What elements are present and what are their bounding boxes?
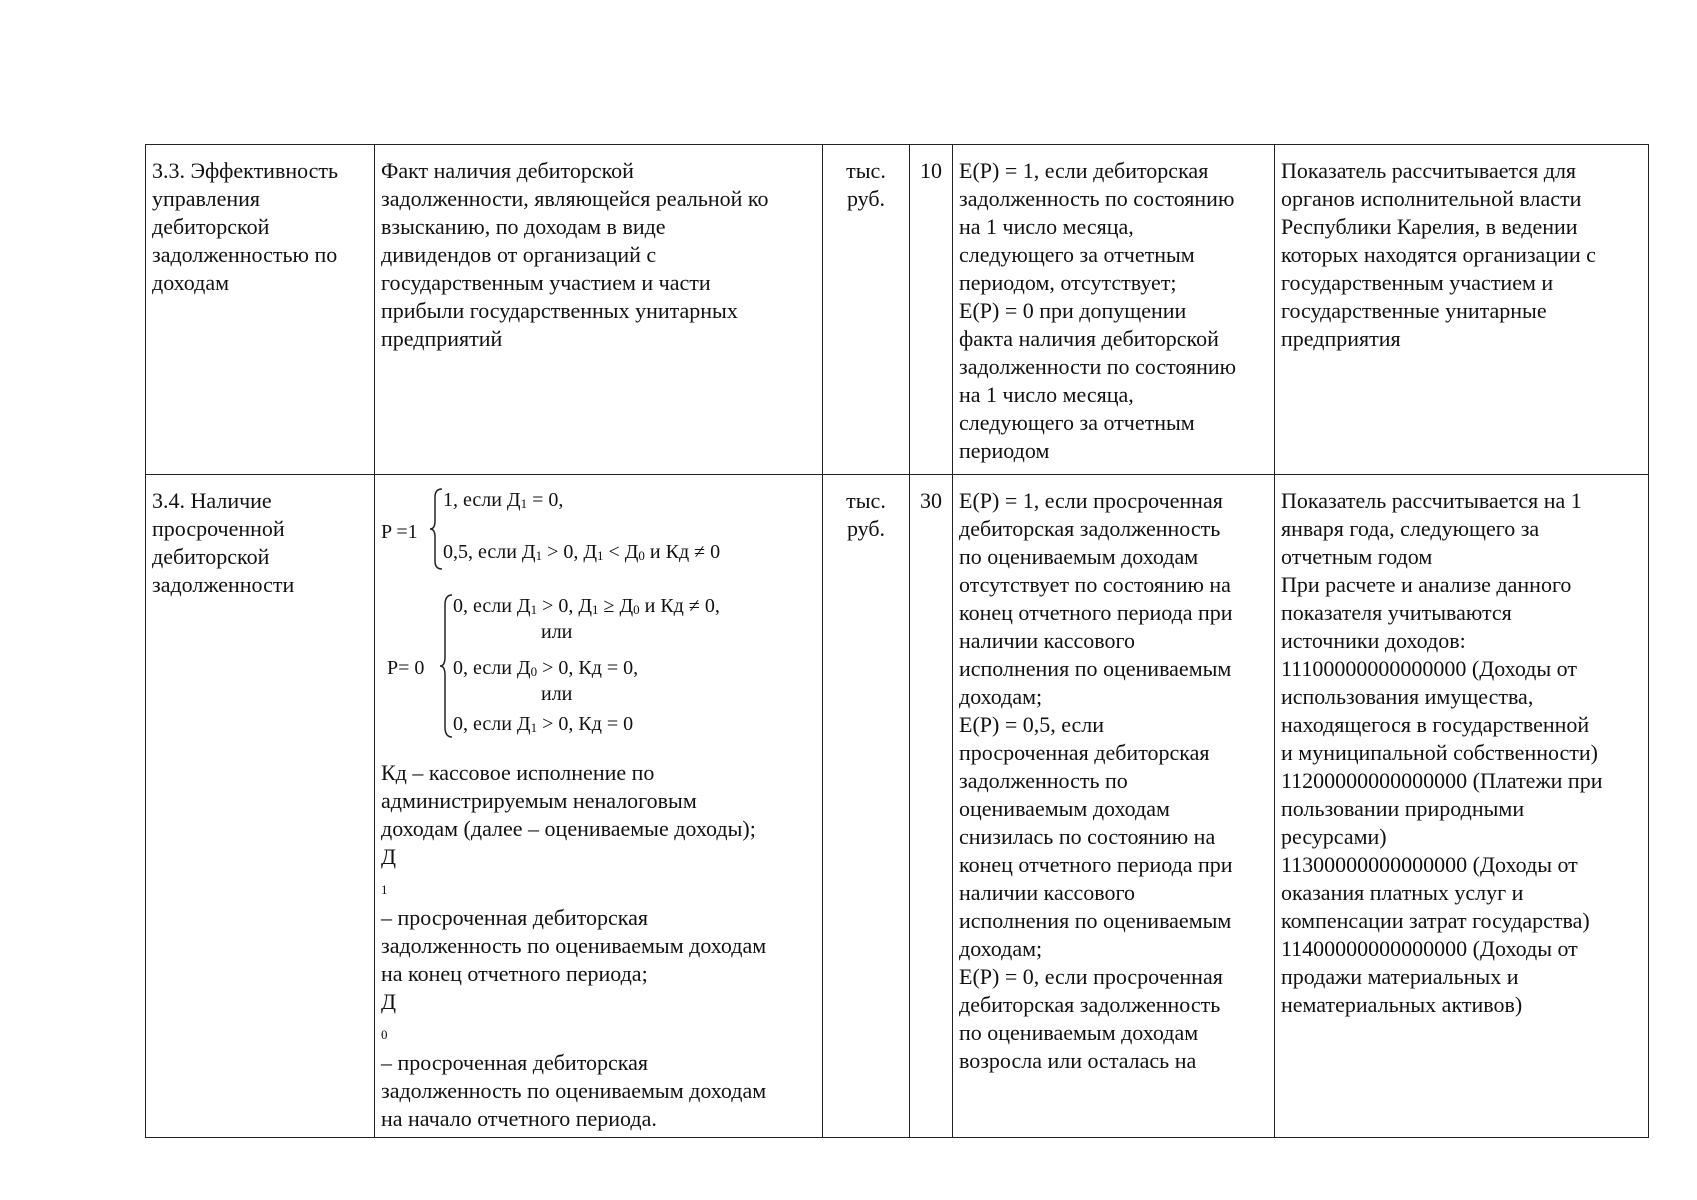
formula-description: Факт наличия дебиторской задолженности, являющейся реальной ко взысканию, по доходам в виде дивидендов от организаций с государственным участием и части прибыли государственных унитарных предприятий — [381, 158, 769, 351]
note-cell — [1275, 475, 1649, 1138]
formula-definitions: Кд – кассовое исполнение по администрируемым неналоговым доходам (далее – оцениваемые доходы); Д $_1$ – просроченная дебиторская задолженность по оцениваемым доходам на конец отчетного периода; Д $_0$ – просроченная дебиторская задолженность по оцениваемым доходам на начало отчетного периода. — [381, 760, 767, 1131]
weight-cell — [910, 145, 953, 475]
formula-case: 0, если $Д_1 > 0$, Кд = 0 — [453, 713, 634, 735]
formula-or: или — [541, 621, 573, 643]
indicator-name-cell — [146, 145, 375, 475]
table-row — [146, 475, 1649, 1138]
note-text: Показатель рассчитывается для органов исполнительной власти Республики Карелия, в ведении которых находятся организации с государственным участием и государственные унитарные предприятия — [1281, 158, 1596, 351]
unit-cell — [823, 145, 910, 475]
formula-cell — [375, 145, 823, 475]
indicator-name: 3.3. Эффективность управления дебиторской задолженностью по доходам — [152, 158, 339, 295]
indicator-name-cell — [146, 475, 375, 1138]
unit: тыс. руб. — [846, 488, 886, 541]
indicators-table — [145, 144, 1649, 1138]
formula-case: 0,5, если $Д_1 > 0$, $Д_1 < Д_0$ и Кд ≠ 0 — [443, 541, 721, 563]
weight-value: 30 — [920, 488, 942, 513]
unit: тыс. руб. — [846, 158, 886, 211]
formula-lhs: P= 0 — [387, 657, 425, 679]
formula-p-equals-0 — [381, 593, 816, 743]
weight-value: 10 — [920, 158, 942, 183]
note-text: Показатель рассчитывается на 1 января года, следующего за отчетным годом При расчете и анализе данного показателя учитываются источники доходов: 11100000000000000 (Доходы от использования имущества, находящегося в государственной и муниципальной собственности) 11200000000000000 (Платежи при пользовании природными ресурсами) 11300000000000000 (Доходы от оказания платных услуг и компенсации затрат государства) 11400000000000000 (Доходы от продажи материальных и нематериальных активов) — [1281, 488, 1603, 1017]
formula-p-equals-1 — [381, 487, 816, 577]
formula-lhs: P =1 — [381, 521, 418, 543]
evaluation-text: E(P) = 1, если дебиторская задолженность по состоянию на 1 число месяца, следующего за отчетным периодом, отсутствует; E(P) = 0 при допущении факта наличия дебиторской задолженности по состоянию на 1 число месяца, следующего за отчетным периодом — [959, 158, 1237, 463]
formula-cell — [375, 475, 823, 1138]
unit-cell — [823, 475, 910, 1138]
evaluation-cell — [953, 145, 1275, 475]
weight-cell — [910, 475, 953, 1138]
indicator-name: 3.4. Наличие просроченной дебиторской задолженности — [152, 488, 295, 597]
formula-case: 0, если $Д_1 > 0$, $Д_1 \ge Д_0$ и Кд ≠ 0, — [453, 595, 720, 617]
formula-or: или — [541, 683, 573, 705]
evaluation-text: E(P) = 1, если просроченная дебиторская задолженность по оцениваемым доходам отсутствует по состоянию на конец отчетного периода при наличии кассового исполнения по оцениваемым доходам; E(P) = 0,5, если просроченная дебиторская задолженность по оцениваемым доходам снизилась по состоянию на конец отчетного периода при наличии кассового исполнения по оцениваемым доходам; E(P) = 0, если просроченная дебиторская задолженность по оцениваемым доходам возросла или осталась на — [959, 488, 1233, 1073]
formula-case: 1, если $Д_1 = 0$, — [443, 489, 564, 511]
table-row — [146, 145, 1649, 475]
formula-case: 0, если $Д_0 > 0$, Кд = 0, — [453, 657, 639, 679]
note-cell — [1275, 145, 1649, 475]
evaluation-cell — [953, 475, 1275, 1138]
